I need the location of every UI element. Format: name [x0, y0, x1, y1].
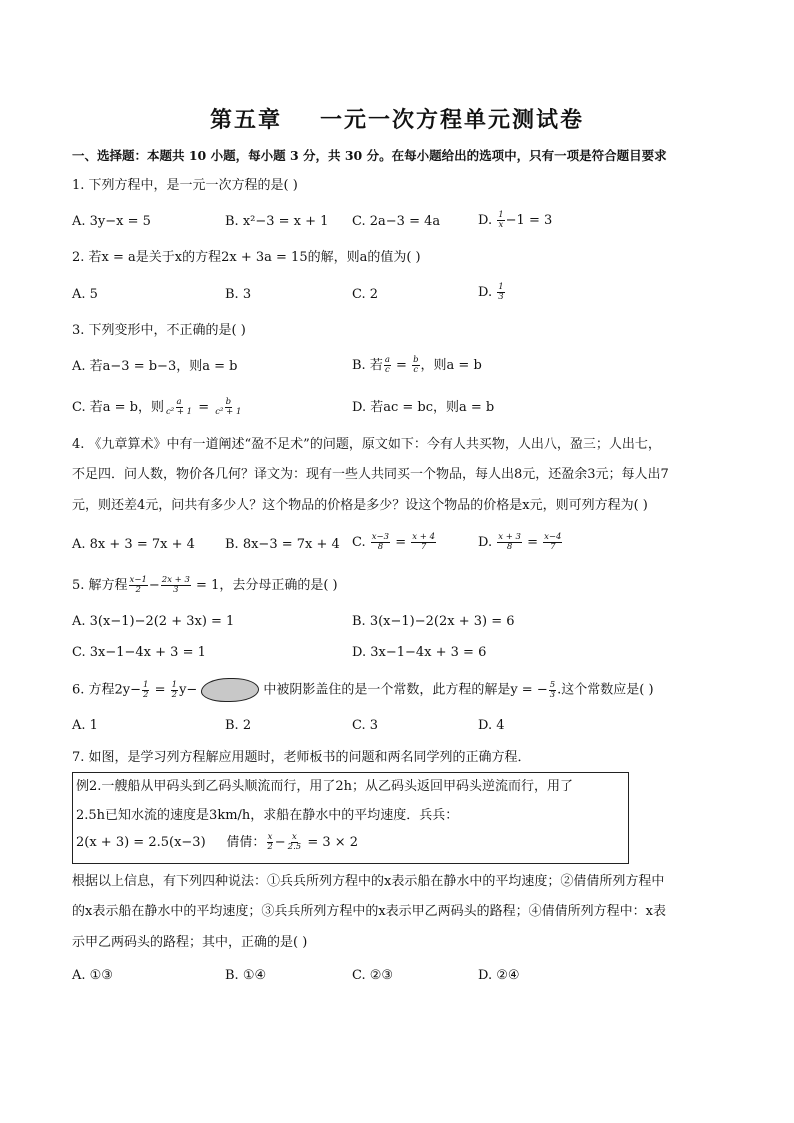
- fraction: $\frac{a}{c}$: [384, 355, 390, 375]
- fraction: $\frac{x-3}{8}$: [371, 532, 390, 552]
- q3-option-b: B. 若 $\frac{a}{c}$ = $\frac{b}{c}$ ，则a = b: [352, 355, 482, 375]
- q1-option-b: B. x²−3 = x + 1: [225, 214, 329, 229]
- fraction: $\frac{5}{3}$: [549, 679, 556, 700]
- q7-line-2: 的x表示船在静水中的平均速度；③兵兵所列方程中的x表示甲乙两码头的路程；④倩倩所列方程中：x表: [72, 904, 666, 919]
- q7-option-d: D. ②④: [478, 968, 520, 983]
- q7-line-3: 示甲乙两码头的路程；其中，正确的是( ): [72, 935, 308, 950]
- q4-option-c: C. $\frac{x-3}{8}$ = $\frac{x + 4}{7}$: [352, 532, 435, 552]
- box-line-2: 2.5h已知水流的速度是3km/h，求船在静水中的平均速度．兵兵：: [76, 808, 459, 823]
- title-name: 一元一次方程单元测试卷: [320, 107, 585, 133]
- fraction: $\frac{b}{\text{c² + 1}}$: [215, 397, 242, 417]
- q2-option-d: D. $\frac{1}{3}$: [478, 282, 504, 302]
- shaded-blob: [201, 678, 259, 702]
- fraction: $\frac{2x + 3}{3}$: [161, 575, 190, 595]
- q7-option-c: C. ②③: [352, 968, 394, 983]
- blackboard-box: [72, 772, 629, 864]
- q5-stem: 5. 解方程 $\frac{x-1}{2}$ − $\frac{2x + 3}{3}$ = 1，去分母正确的是( ): [72, 575, 338, 595]
- fraction: $\frac{1}{2}$: [143, 679, 149, 700]
- q4-option-a: A. 8x + 3 = 7x + 4: [72, 537, 195, 552]
- q2-option-c: C. 2: [352, 287, 379, 302]
- q3-option-a: A. 若a−3 = b−3，则a = b: [72, 359, 238, 374]
- fraction: $\frac{1}{x}$: [498, 210, 504, 230]
- page-title: [0, 103, 794, 134]
- fraction: $\frac{x}{2}$: [267, 832, 273, 852]
- fraction: $\frac{x + 4}{7}$: [412, 532, 435, 552]
- q1-option-c: C. 2a−3 = 4a: [352, 214, 441, 229]
- box-line-3: 2(x + 3) = 2.5(x−3) 倩倩： $\frac{x}{2}$ − $\frac{x}{2.5}$ = 3 × 2: [76, 832, 359, 852]
- q6-option-a: A. 1: [72, 718, 98, 733]
- fraction: $\frac{a}{\text{c² + 1}}$: [165, 397, 193, 417]
- q5-option-d: D. 3x−1−4x + 3 = 6: [352, 645, 487, 660]
- q2-option-a: A. 5: [72, 287, 98, 302]
- q1-option-d: D. $\frac{1}{x}$ −1 = 3: [478, 210, 553, 230]
- q5-option-b: B. 3(x−1)−2(2x + 3) = 6: [352, 614, 515, 629]
- q1-option-a: A. 3y−x = 5: [72, 214, 151, 229]
- q4-line-1: 4. 《九章算术》中有一道阐述“盈不足术”的问题，原文如下：今有人共买物，人出八，盈三；人出七，: [72, 437, 661, 452]
- box-line-1: 例2.一艘船从甲码头到乙码头顺流而行，用了2h；从乙码头返回甲码头逆流而行，用了: [76, 779, 574, 794]
- q5-option-c: C. 3x−1−4x + 3 = 1: [72, 645, 206, 660]
- q7-option-b: B. ①④: [225, 968, 267, 983]
- q6-option-b: B. 2: [225, 718, 252, 733]
- q6-stem: 6. 方程2y− $\frac{1}{2}$ = $\frac{1}{2}$ y− 中被阴影盖住的是一个常数，此方程的解是y = − $\frac{5}{3}$ .这个常数应是( ): [72, 678, 654, 702]
- section-heading: 一、选择题：本题共 10 小题，每小题 3 分，共 30 分。在每小题给出的选项中，只有一项是符合题目要求: [72, 148, 667, 163]
- q7-option-a: A. ①③: [72, 968, 113, 983]
- q3-stem: 3. 下列变形中，不正确的是( ): [72, 323, 246, 338]
- q4-line-3: 元，则还差4元，问共有多少人？这个物品的价格是多少？设这个物品的价格是x元，则可列方程为( ): [72, 498, 648, 513]
- q3-option-d: D. 若ac = bc，则a = b: [352, 400, 495, 415]
- q2-stem: 2. 若x = a是关于x的方程2x + 3a = 15的解，则a的值为( ): [72, 250, 421, 265]
- q4-line-2: 不足四．问人数，物价各几何？译文为：现有一些人共同买一个物品，每人出8元，还盈余3元；每人出7: [72, 467, 669, 482]
- fraction: $\frac{1}{2}$: [171, 679, 178, 700]
- q6-option-c: C. 3: [352, 718, 379, 733]
- fraction: $\frac{1}{3}$: [498, 282, 504, 302]
- q3-option-c: C. 若a = b，则 $\frac{a}{\text{c² + 1}}$ = $\frac{b}{\text{c² + 1}}$: [72, 397, 242, 417]
- fraction: $\frac{x-1}{2}$: [129, 575, 147, 595]
- q7-stem: 7. 如图，是学习列方程解应用题时，老师板书的问题和两名同学列的正确方程．: [72, 750, 531, 765]
- fraction: $\frac{x}{2.5}$: [287, 832, 302, 852]
- q6-option-d: D. 4: [478, 718, 505, 733]
- q1-stem: 1. 下列方程中，是一元一次方程的是( ): [72, 178, 298, 193]
- q4-option-b: B. 8x−3 = 7x + 4: [225, 537, 340, 552]
- fraction: $\frac{x-4}{7}$: [544, 532, 562, 552]
- q7-line-1: 根据以上信息，有下列四种说法：①兵兵所列方程中的x表示船在静水中的平均速度；②倩倩所列方程中: [72, 874, 665, 889]
- fraction: $\frac{x + 3}{8}$: [498, 532, 521, 552]
- title-chapter: 第五章: [209, 107, 282, 133]
- q5-option-a: A. 3(x−1)−2(2 + 3x) = 1: [72, 614, 235, 629]
- q2-option-b: B. 3: [225, 287, 252, 302]
- q4-option-d: D. $\frac{x + 3}{8}$ = $\frac{x-4}{7}$: [478, 532, 562, 552]
- fraction: $\frac{b}{c}$: [413, 355, 419, 375]
